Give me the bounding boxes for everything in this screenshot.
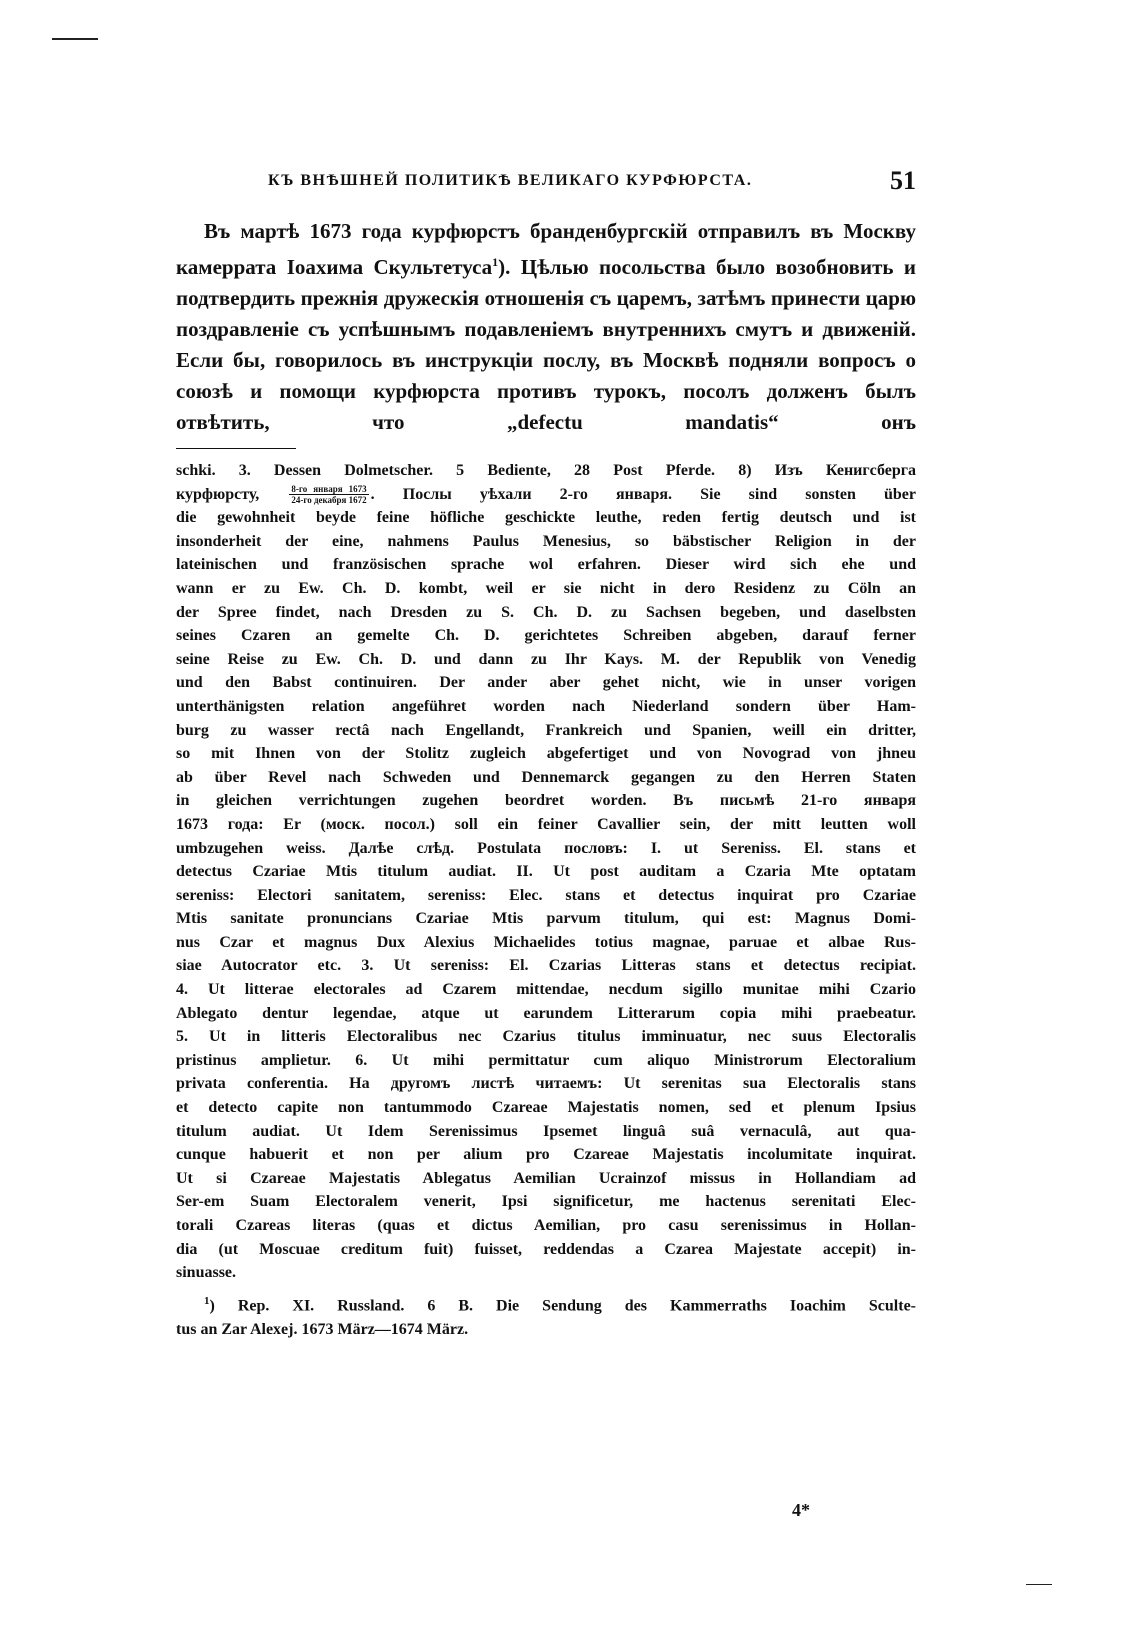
footnote-line: pristinus amplietur. 6. Ut mihi permittatur cum aliquo Ministrorum Electoralium	[176, 1051, 916, 1069]
main-paragraph	[176, 216, 916, 438]
source-footnote	[176, 1289, 916, 1342]
footnote-line: umbzugehen weiss. Далѣе слѣд. Postulata пословъ: I. ut Sereniss. El. stans et	[176, 839, 916, 857]
footnote-line: siae Autocrator etc. 3. Ut sereniss: El. Czarias Litteras stans et detectus recipiat.	[176, 957, 916, 975]
footnote-rule	[176, 448, 296, 449]
footnote-line: sinuasse.	[176, 1264, 237, 1282]
date-fraction-denominator: 24-го декабря 1672	[291, 495, 367, 506]
source-footnote-line: tus an Zar Alexej. 1673 März—1674 März.	[176, 1321, 469, 1339]
footnote-line: in gleichen verrichtungen zugehen beordret worden. Въ письмѣ 21-го января	[176, 792, 916, 810]
source-footnote-text: ) Rep. XI. Russland. 6 B. Die Sendung des Kammerraths Ioachim Sculte-	[209, 1297, 916, 1315]
footnote-line: detectus Czariae Mtis titulum audiat. II. Ut post auditam a Czaria Mte optatam	[176, 863, 916, 881]
main-text-part: Москву камеррата Іоахима Скультетуса	[176, 219, 916, 279]
footnote-line: Ser-em Suam Electoralem venerit, Ipsi significetur, me hactenus serenitati Elec-	[176, 1193, 916, 1211]
footnote-line: wann er zu Ew. Ch. D. kombt, weil er sie nicht in dero Residenz zu Cöln an	[176, 579, 916, 597]
footnote-continuation	[176, 459, 916, 1285]
footnote-line: nus Czar et magnus Dux Alexius Michaelides totius magnae, paruae et albae Rus-	[176, 933, 916, 951]
footnote-line: schki. 3. Dessen Dolmetscher. 5 Bediente, 28 Post Pferde. 8) Изъ Кенигсберга	[176, 462, 916, 479]
footnote-line: der Spree findet, nach Dresden zu S. Ch. D. zu Sachsen begeben, und daselbsten	[176, 603, 916, 621]
scan-edge-mark	[52, 38, 98, 40]
footnote-line: 4. Ut litterae electorales ad Czarem mittendae, necdum sigillo munitae mihi Czario	[176, 981, 916, 999]
footnote-line: Mtis sanitate pronuncians Czariae Mtis parvum titulum, qui est: Magnus Domi-	[176, 910, 916, 928]
footnote-line: seine Reise zu Ew. Ch. D. und dann zu Ihr Kays. M. der Republik von Venedig	[176, 650, 916, 668]
source-footnote-line	[176, 1289, 916, 1318]
footnote-line: 5. Ut in litteris Electoralibus nec Czarius titulus imminuatur, nec suus Electoralis	[176, 1028, 916, 1046]
footnote-line: 1673 года: Er (моск. посол.) soll ein feiner Cavallier sein, der mitt leutten woll	[176, 815, 916, 833]
footnote-line: insonderheit der eine, nahmens Paulus Menesius, so bäbstischer Religion in der	[176, 532, 916, 550]
footnote-line-with-fraction	[176, 483, 916, 507]
footnote-text-fragment: . Послы уѣхали 2-го января. Sie sind sonsten über	[370, 485, 916, 503]
book-page	[176, 166, 916, 1342]
signature-mark: 4*	[792, 1500, 810, 1520]
running-head	[176, 166, 916, 206]
footnote-line: und den Babst continuiren. Der ander aber gehet nicht, wie in unser vorigen	[176, 674, 916, 692]
page-number: 51	[890, 166, 916, 195]
source-footnote-marker: 1	[204, 1294, 210, 1307]
main-text-part: Въ мартѣ 1673 года курфюрстъ бранденбургскій отправилъ въ	[204, 219, 834, 243]
footnote-ref: 1	[492, 255, 499, 269]
scan-edge-mark	[1026, 1584, 1052, 1585]
date-fraction	[289, 484, 368, 505]
footnote-line: lateinischen und französischen sprache wol erfahren. Dieser wird sich ehe und	[176, 556, 916, 574]
footnote-line: et detecto capite non tantummodo Czareae Majestatis nomen, sed et plenum Ipsius	[176, 1099, 916, 1117]
footnote-line: sereniss: Electori sanitatem, sereniss: Elec. stans et detectus inquirat pro Czariae	[176, 886, 916, 904]
footnote-line: dia (ut Moscuae creditum fuit) fuisset, reddendas a Czarea Majestate accepit) in-	[176, 1240, 916, 1258]
footnote-line: so mit Ihnen von der Stolitz zugleich abgefertiget und von Novograd von jhneu	[176, 745, 916, 763]
footnote-body	[176, 506, 916, 1285]
footnote-line: burg zu wasser rectâ nach Engellandt, Frankreich und Spanien, weill ein dritter,	[176, 721, 916, 739]
footnote-line: die gewohnheit beyde feine höfliche geschickte leuthe, reden fertig deutsch und ist	[176, 509, 916, 527]
date-fraction-numerator: 8-го января 1673	[291, 484, 367, 495]
footnote-line: Ablegato dentur legendae, atque ut earundem Litterarum copia mihi praebeatur.	[176, 1004, 916, 1022]
running-title: КЪ ВНѢШНЕЙ ПОЛИТИКѢ ВЕЛИКАГО КУРФЮРСТА.	[268, 172, 753, 189]
footnote-line: titulum audiat. Ut Idem Serenissimus Ipsemet linguâ suâ vernaculâ, aut qua-	[176, 1122, 916, 1140]
footnote-line: cunque habuerit et non per alium pro Czareae Majestatis incolumitate inquirat.	[176, 1146, 916, 1164]
footnote-line: seines Czaren an gemelte Ch. D. gerichtetes Schreiben abgeben, darauf ferner	[176, 627, 916, 645]
footnote-line: privata conferentia. На другомъ листѣ читаемъ: Ut serenitas sua Electoralis stans	[176, 1075, 916, 1093]
footnote-line: unterthänigsten relation angeführet worden nach Niederland sondern über Ham-	[176, 697, 916, 715]
footnote-line: Ut si Czareae Majestatis Ablegatus Aemilian Ucrainzof missus in Hollandiam ad	[176, 1169, 916, 1187]
main-text-part: ). Цѣлью посольства было возобновить и подтвердить прежнія дружескія отношенія съ царемъ, затѣмъ принести царю поздравленіе съ успѣшнымъ подавленіемъ внутреннихъ смутъ и движеній. Если бы, говорилось въ инструкціи послу, въ Москвѣ подняли вопросъ о союзѣ и помощи курфюрста противъ турокъ, посолъ долженъ былъ отвѣтить, что „defectu mandatis“ онъ	[176, 255, 916, 434]
footnote-text-fragment: курфюрсту,	[176, 485, 260, 503]
footnote-line: torali Czareas literas (quas et dictus Aemilian, pro casu serenissimus in Hollan-	[176, 1217, 916, 1234]
footnote-line: ab über Revel nach Schweden und Dennemarck gegangen zu den Herren Staten	[176, 768, 916, 786]
